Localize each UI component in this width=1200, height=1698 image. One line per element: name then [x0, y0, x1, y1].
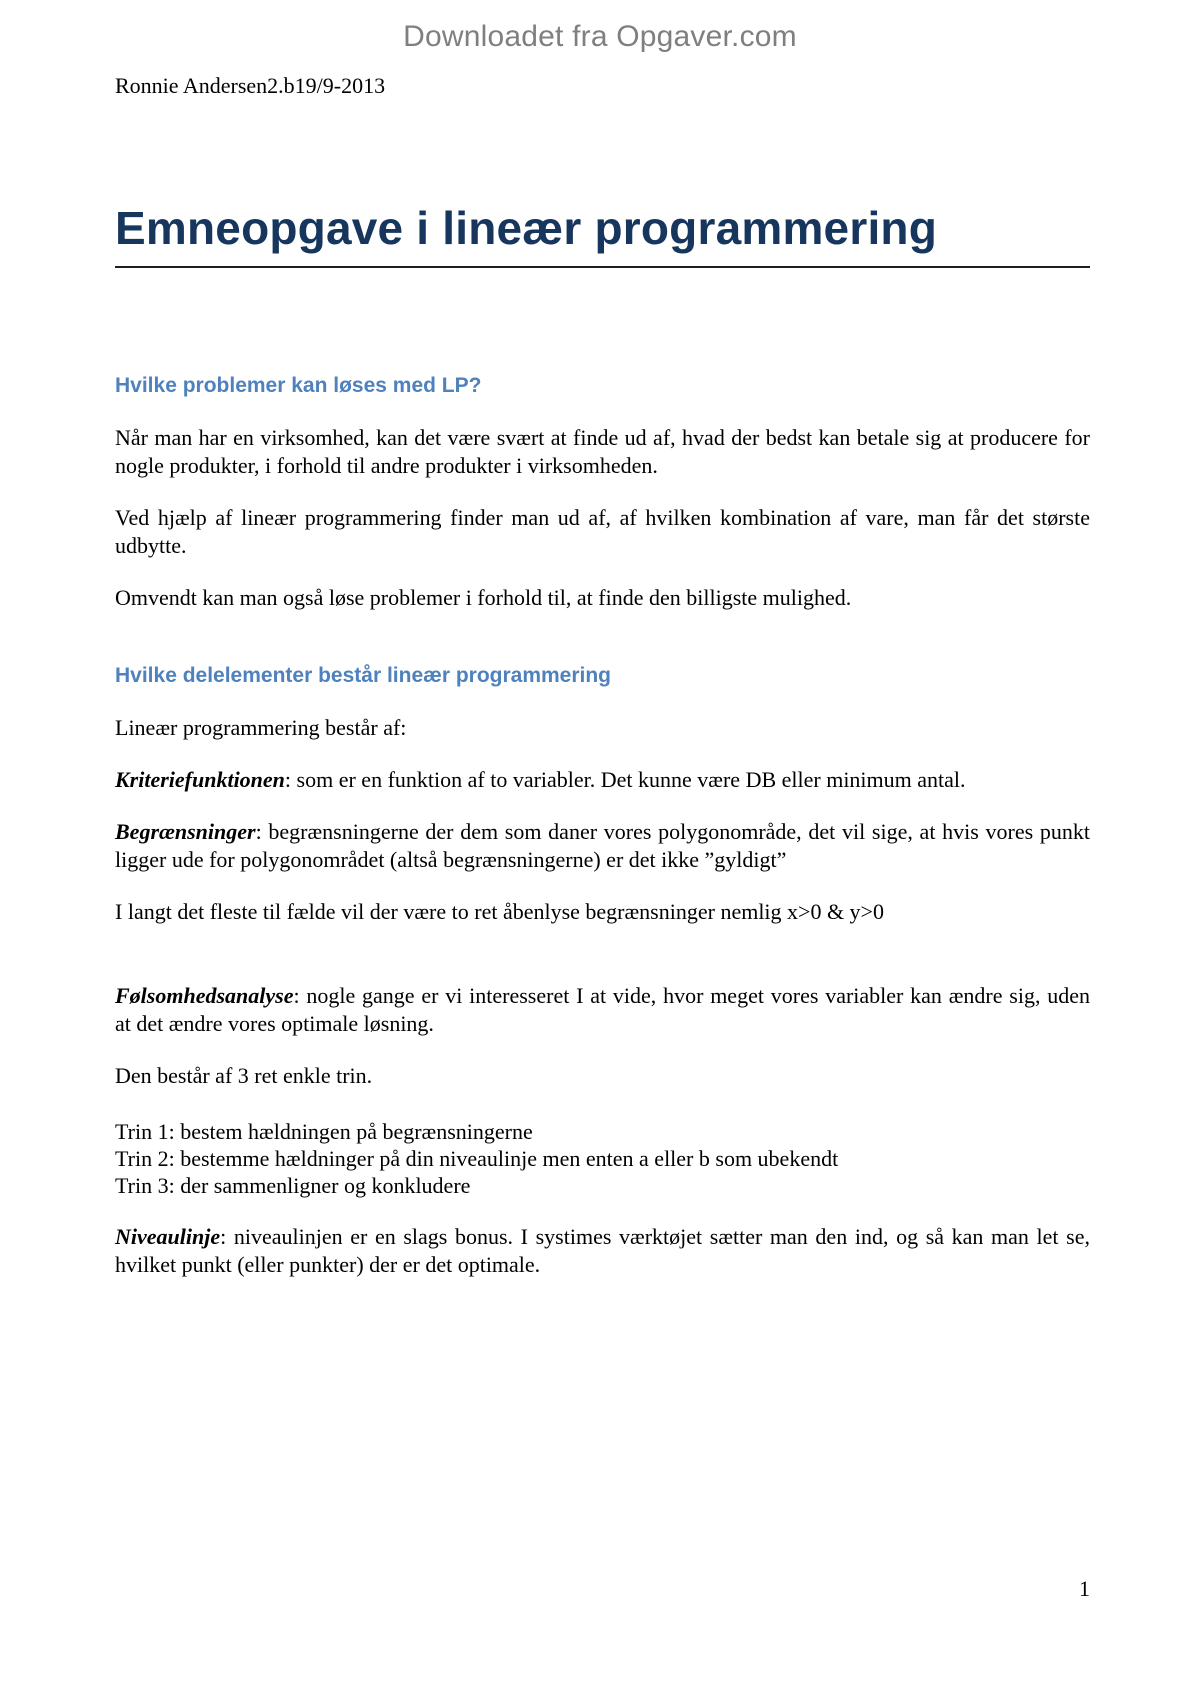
term: Niveaulinje [115, 1224, 221, 1249]
section-heading-lp-problems: Hvilke problemer kan løses med LP? [115, 374, 482, 397]
definition-text: : niveaulinjen er en slags bonus. I systimes værktøjet sætter man den ind, og så kan man let se, hvilket punkt (eller punkter) der er det optimale. [115, 1224, 1090, 1277]
definition-kriteriefunktion [115, 766, 1090, 794]
definition-text: : nogle gange er vi interesseret I at vide, hvor meget vores variabler kan ændre sig, uden at det ændre vores optimale løsning. [115, 983, 1090, 1036]
definition-text: : begrænsningerne der dem som daner vores polygonområde, det vil sige, at hvis vores punkt ligger ude for polygonområdet (altså begrænsningerne) er det ikke ”gyldigt” [115, 819, 1090, 872]
paragraph: I langt det fleste til fælde vil der være to ret åbenlyse begrænsninger nemlig x>0 & y>0 [115, 899, 884, 924]
definition-folsomhedsanalyse [115, 982, 1090, 1038]
term: Følsomhedsanalyse [115, 983, 294, 1008]
paragraph: Ved hjælp af lineær programmering finder man ud af, af hvilken kombination af vare, man får det største udbytte. [115, 505, 1090, 558]
document-page [115, 72, 1090, 1279]
definition-text: : som er en funktion af to variabler. Det kunne være DB eller minimum antal. [284, 767, 966, 792]
page-number: 1 [1079, 1576, 1090, 1601]
section-heading-lp-elements: Hvilke delelementer består lineær programmering [115, 664, 612, 687]
list-item: Trin 2: bestemme hældninger på din niveaulinje men enten a eller b som ubekendt [115, 1146, 839, 1171]
definition-niveaulinje [115, 1223, 1090, 1279]
steps-list [115, 1118, 1090, 1199]
watermark: Downloadet fra Opgaver.com [403, 20, 797, 53]
term: Begrænsninger [115, 819, 256, 844]
paragraph: Omvendt kan man også løse problemer i forhold til, at finde den billigste mulighed. [115, 585, 852, 610]
paragraph: Lineær programmering består af: [115, 715, 407, 740]
list-item: Trin 3: der sammenligner og konkludere [115, 1173, 471, 1198]
document-header: Ronnie Andersen2.b19/9-2013 [115, 73, 386, 98]
definition-begraensninger [115, 818, 1090, 874]
document-title: Emneopgave i lineær programmering [115, 200, 1090, 268]
list-item: Trin 1: bestem hældningen på begrænsningerne [115, 1119, 533, 1144]
paragraph: Den består af 3 ret enkle trin. [115, 1063, 373, 1088]
term: Kriteriefunktionen [115, 767, 285, 792]
paragraph: Når man har en virksomhed, kan det være svært at finde ud af, hvad der bedst kan betale sig at producere for nogle produkter, i forhold til andre produkter i virksomheden. [115, 425, 1090, 478]
